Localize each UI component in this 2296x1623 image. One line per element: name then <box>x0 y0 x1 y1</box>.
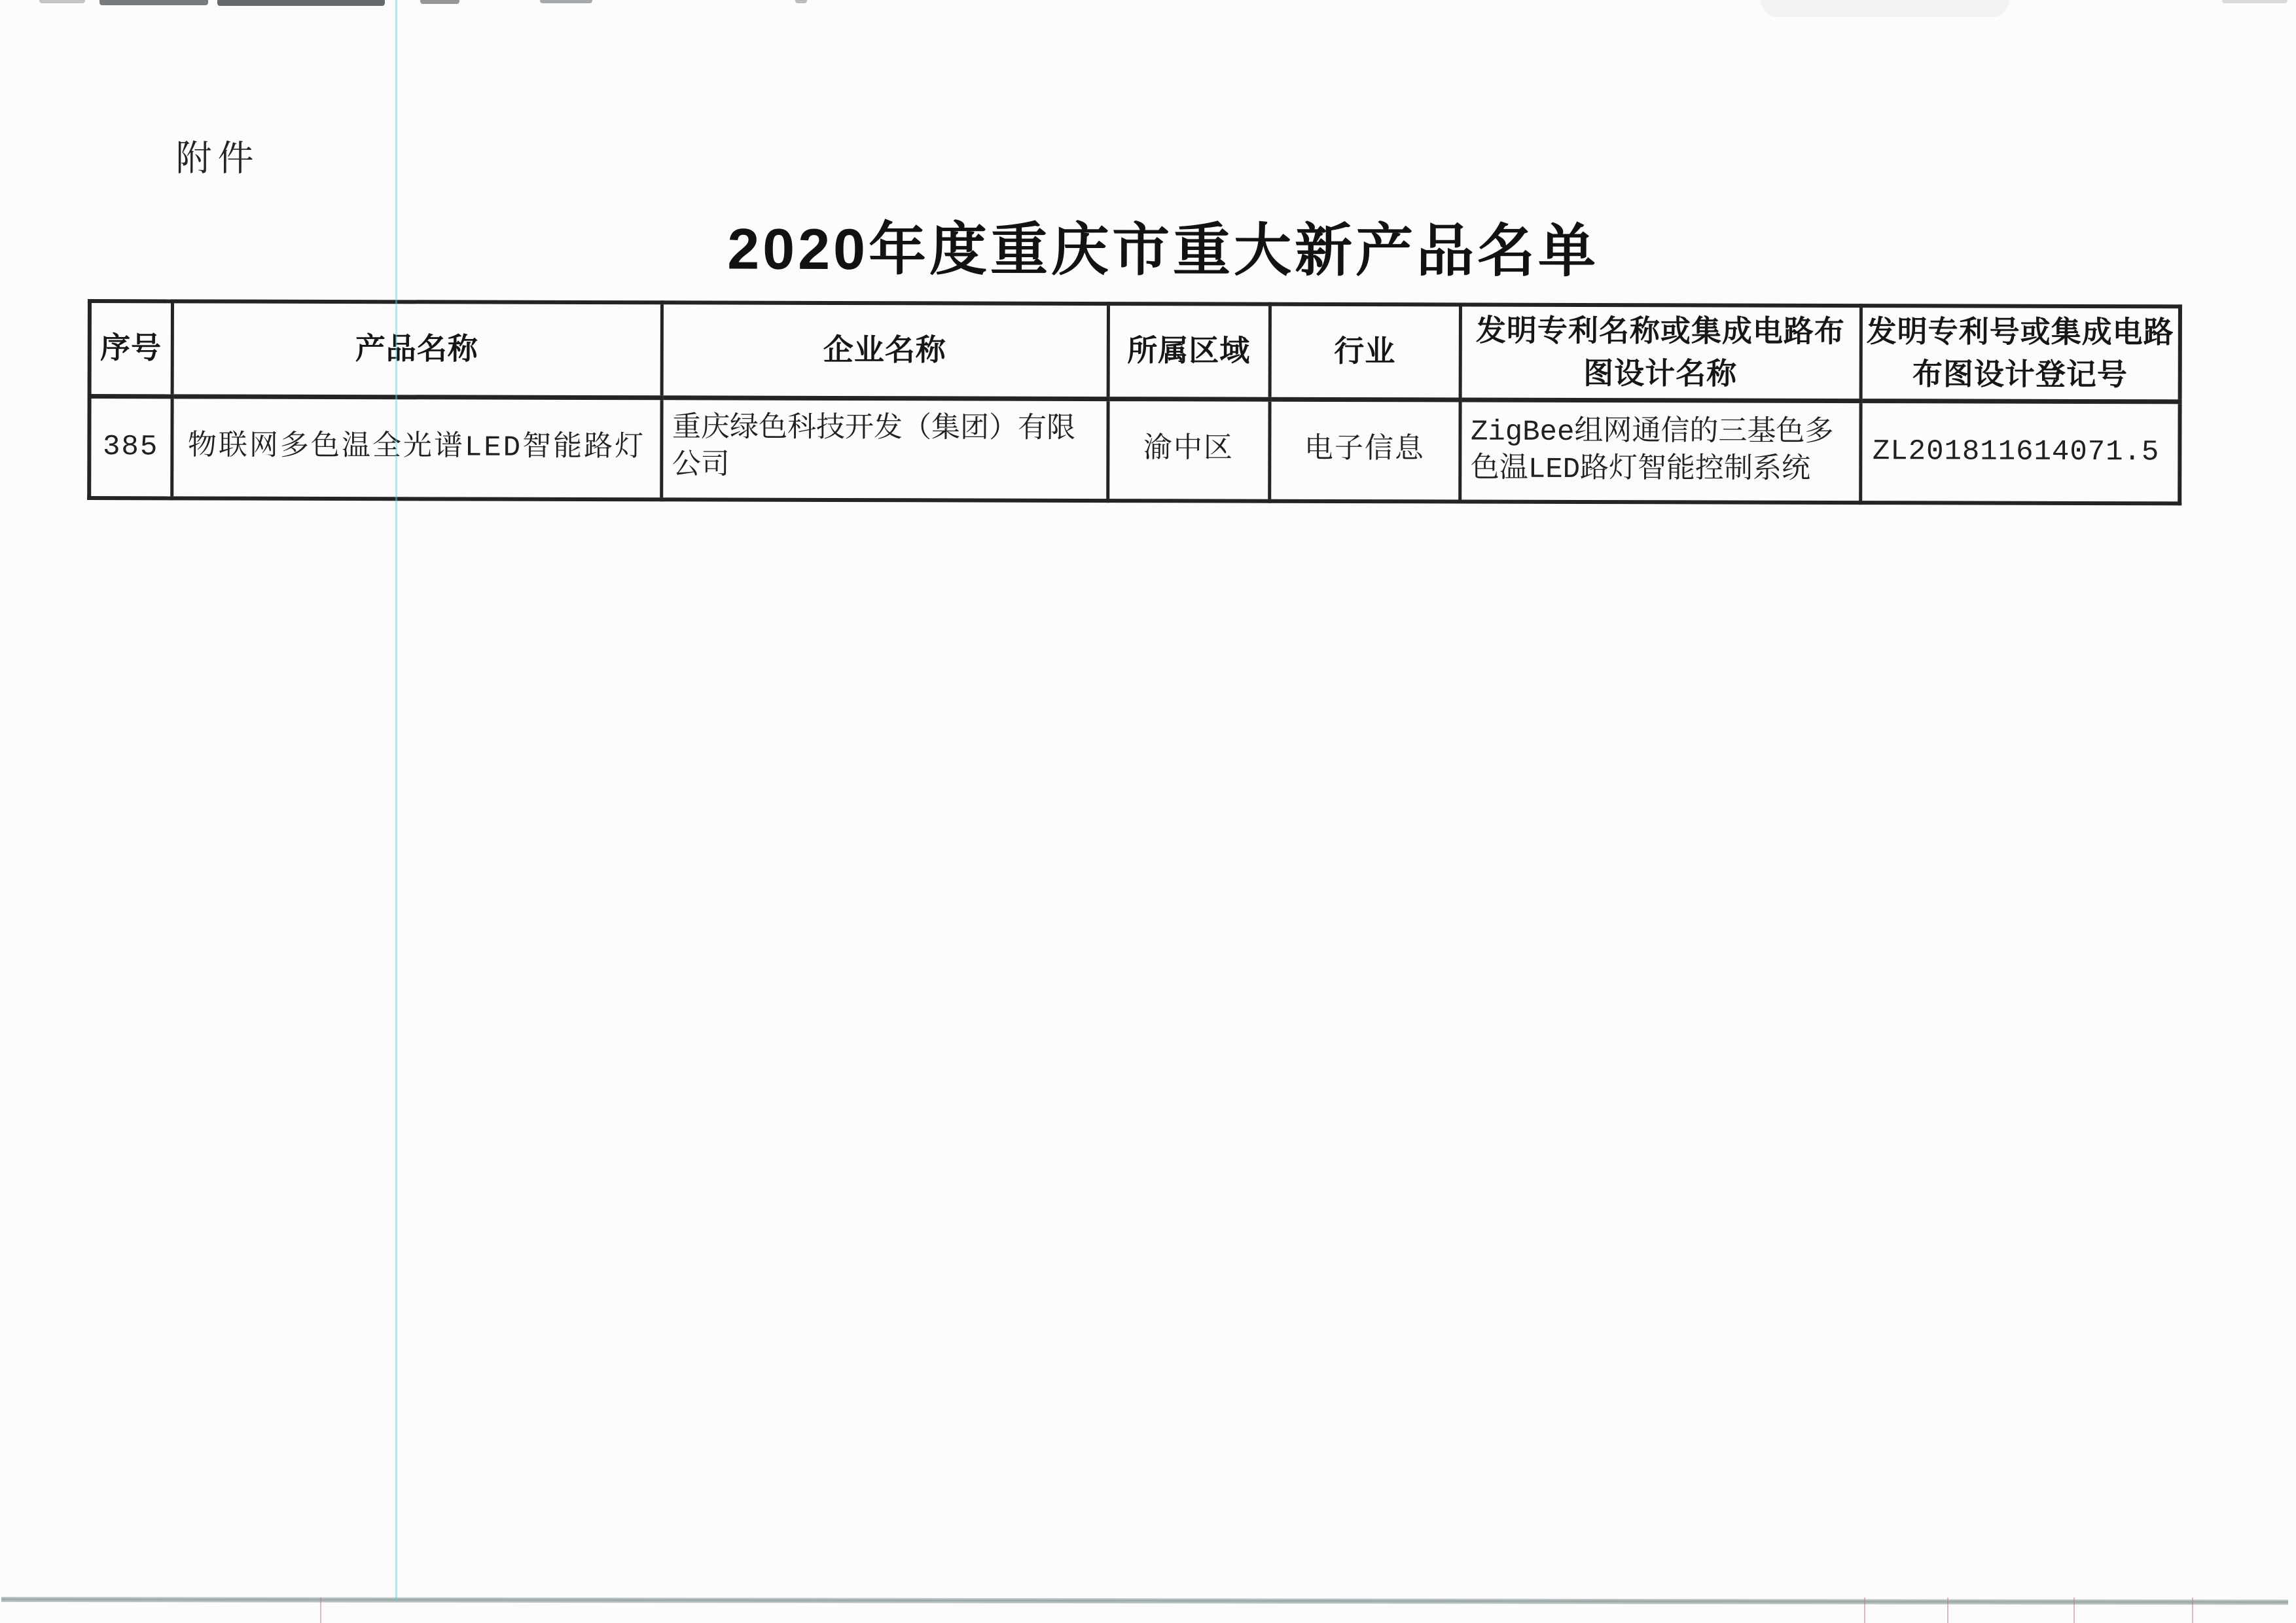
cell-seq: 385 <box>89 397 171 499</box>
scan-streak-artifact <box>2192 1597 2193 1623</box>
scan-streak-artifact <box>320 1597 321 1623</box>
column-header-company-name: 企业名称 <box>662 302 1108 399</box>
column-header-district: 所属区域 <box>1108 304 1270 399</box>
cell-industry: 电子信息 <box>1269 399 1460 501</box>
products-table <box>87 299 2182 505</box>
table-header-row <box>90 301 2180 402</box>
cell-patent-number: ZL201811614071.5 <box>1860 401 2179 504</box>
attachment-label: 附件 <box>175 138 260 179</box>
column-header-industry: 行业 <box>1270 304 1460 400</box>
cell-product-name: 物联网多色温全光谱LED智能路灯 <box>171 397 661 499</box>
column-header-patent-number: 发明专利号或集成电路布图设计登记号 <box>1861 306 2180 402</box>
scan-streak-artifact <box>1947 1597 1948 1623</box>
column-header-patent-name: 发明专利名称或集成电路布图设计名称 <box>1460 304 1861 401</box>
cell-company-name: 重庆绿色科技开发（集团）有限公司 <box>661 398 1107 501</box>
paper-fold-line-artifact <box>395 0 397 1601</box>
scan-smudge-artifact <box>2222 0 2287 3</box>
table-row <box>89 397 2179 504</box>
column-header-seq: 序号 <box>90 301 172 397</box>
scan-streak-artifact <box>1864 1597 1865 1623</box>
cell-patent-name: ZigBee组网通信的三基色多色温LED路灯智能控制系统 <box>1460 400 1860 503</box>
column-header-product-name: 产品名称 <box>172 301 662 397</box>
cell-district: 渝中区 <box>1107 399 1269 501</box>
scan-streak-artifact <box>2073 1597 2075 1623</box>
document-title: 2020年度重庆市重大新产品名单 <box>727 216 1600 284</box>
